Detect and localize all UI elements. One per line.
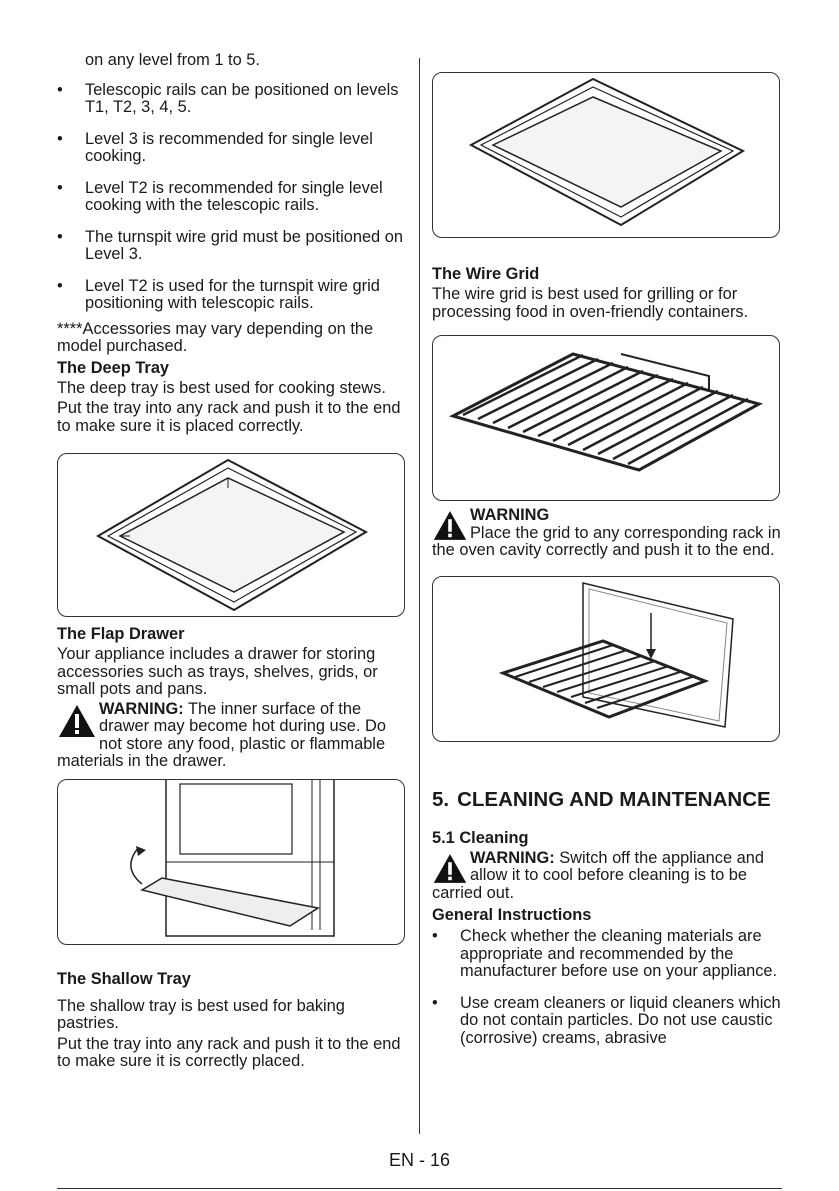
wire-grid-illustration bbox=[433, 336, 779, 500]
grid-insertion-figure bbox=[432, 576, 780, 742]
cleaning-warning bbox=[432, 850, 782, 903]
rack-level-list bbox=[57, 82, 409, 313]
flap-drawer-heading: The Flap Drawer bbox=[57, 625, 185, 643]
list-item: • Level T2 is used for the turnspit wire grid positioning with telescopic rails. bbox=[57, 276, 380, 312]
list-item: • Use cream cleaners or liquid cleaners which do not contain particles. Do not use caustic (corrosive) creams, abrasive bbox=[432, 993, 781, 1047]
warning-icon bbox=[432, 509, 468, 542]
flap-drawer-text: Your appliance includes a drawer for storing accessories such as trays, shelves, grids, or small pots and pans. bbox=[57, 645, 378, 698]
deep-tray-instruction: Put the tray into any rack and push it to the end to make sure it is placed correctly. bbox=[57, 399, 401, 435]
warning-icon bbox=[57, 703, 97, 739]
general-instructions-heading: General Instructions bbox=[432, 906, 592, 924]
left-column bbox=[57, 52, 409, 1071]
deep-tray-figure bbox=[57, 453, 405, 617]
wire-grid-heading: The Wire Grid bbox=[432, 265, 540, 283]
deep-tray-illustration bbox=[58, 454, 404, 616]
grid-insertion-illustration bbox=[433, 577, 779, 741]
flap-drawer-figure bbox=[57, 779, 405, 945]
list-item: • Level T2 is recommended for single level cooking with the telescopic rails. bbox=[57, 178, 383, 214]
footer-rule bbox=[57, 1188, 782, 1189]
warning-text: The inner surface of the drawer may become hot during use. Do not store any food, plastic or flammable materials in the drawer. bbox=[57, 699, 386, 770]
warning-label: WARNING: bbox=[99, 699, 184, 718]
wire-grid-warning bbox=[432, 507, 782, 560]
flap-drawer-illustration bbox=[58, 780, 404, 944]
shallow-tray-text: The shallow tray is best used for baking pastries. bbox=[57, 996, 345, 1032]
section-heading bbox=[432, 788, 782, 811]
list-item: • Level 3 is recommended for single level cooking. bbox=[57, 129, 373, 165]
shallow-tray-instruction: Put the tray into any rack and push it to the end to make sure it is correctly placed. bbox=[57, 1034, 401, 1070]
list-item: • The turnspit wire grid must be positioned on Level 3. bbox=[57, 227, 403, 263]
list-item: • Telescopic rails can be positioned on levels T1, T2, 3, 4, 5. bbox=[57, 80, 399, 116]
shallow-tray-illustration bbox=[433, 73, 779, 237]
page-number: EN - 16 bbox=[388, 1150, 451, 1170]
warning-text: Place the grid to any corresponding rack in the oven cavity correctly and push it to the end. bbox=[432, 523, 781, 559]
wire-grid-text: The wire grid is best used for grilling or for processing food in oven-friendly containers. bbox=[432, 285, 749, 321]
section-title: CLEANING AND MAINTENANCE bbox=[457, 787, 771, 811]
warning-label: WARNING bbox=[470, 506, 550, 524]
warning-label: WARNING: bbox=[470, 848, 555, 867]
deep-tray-text: The deep tray is best used for cooking stews. bbox=[57, 378, 386, 397]
deep-tray-heading: The Deep Tray bbox=[57, 358, 170, 377]
general-instructions-list bbox=[432, 928, 782, 1047]
warning-icon bbox=[432, 852, 468, 885]
accessories-note: ****Accessories may vary depending on the model purchased. bbox=[57, 319, 374, 355]
column-divider bbox=[419, 58, 420, 1134]
warning-text: Switch off the appliance and allow it to cool before cleaning is to be carried out. bbox=[432, 848, 764, 902]
wire-grid-figure bbox=[432, 335, 780, 501]
list-item: • Check whether the cleaning materials are appropriate and recommended by the manufacturer before use on your appliance. bbox=[432, 927, 778, 980]
section-number: 5. bbox=[432, 787, 450, 811]
cleaning-heading: 5.1 Cleaning bbox=[432, 828, 529, 847]
flap-drawer-warning bbox=[57, 701, 409, 771]
shallow-tray-heading: The Shallow Tray bbox=[57, 969, 191, 988]
right-column bbox=[432, 52, 782, 1061]
continued-text: on any level from 1 to 5. bbox=[85, 51, 260, 69]
shallow-tray-figure bbox=[432, 72, 780, 238]
